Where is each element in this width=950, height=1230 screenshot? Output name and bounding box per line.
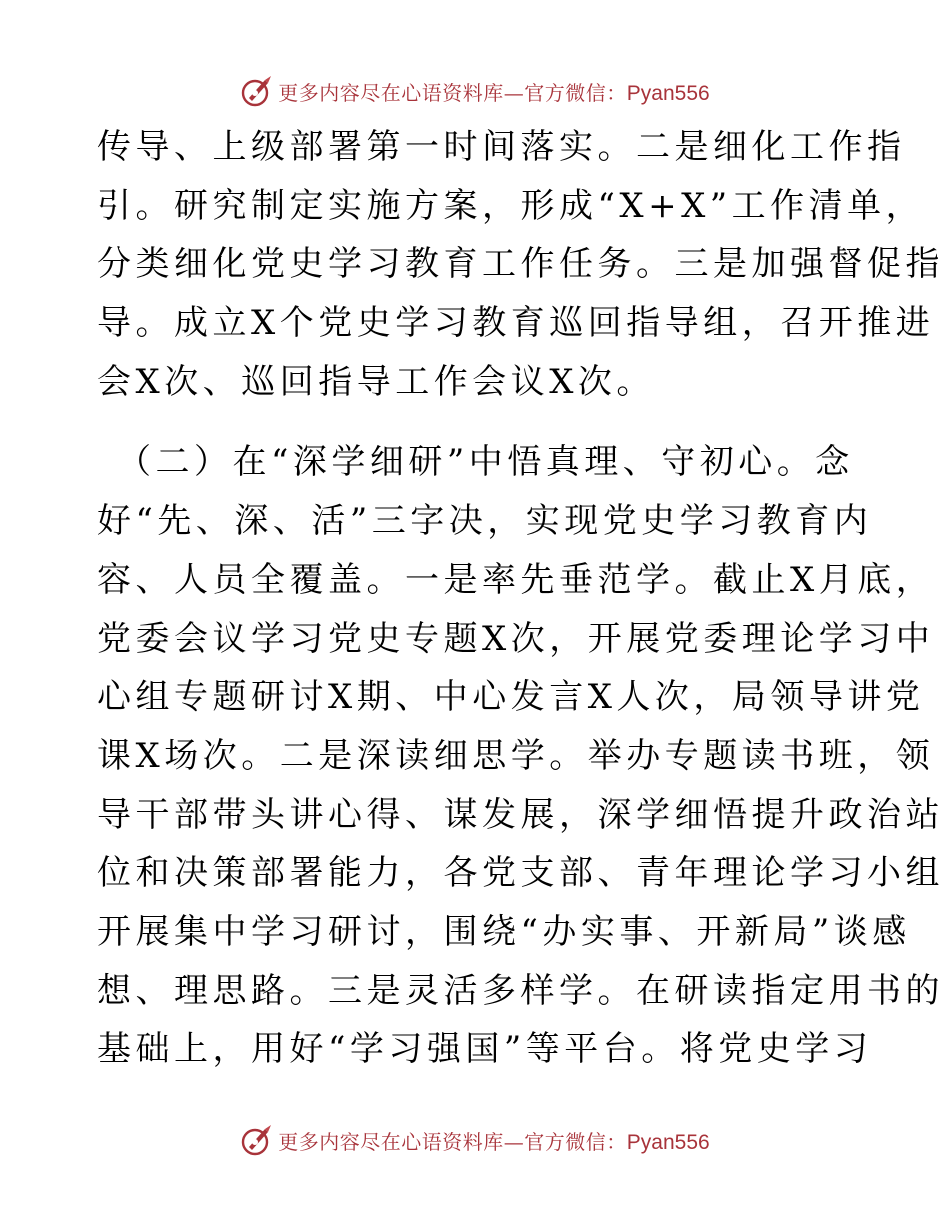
text-line: 导。成立X个党史学习教育巡回指导组，召开推进	[97, 303, 935, 344]
text-line: 党委会议学习党史专题X次，开展党委理论学习中	[97, 618, 935, 659]
text-line: 基础上，用好“学习强国”等平台。将党史学习	[97, 1029, 873, 1070]
watermark-text: 更多内容尽在心语资料库—官方微信：Pyan556	[278, 80, 710, 105]
text-line: 心组专题研讨X期、中心发言X人次，局领导讲党	[97, 677, 925, 718]
text-line: 引。研究制定实施方案，形成“X+X”工作清单，	[97, 185, 925, 226]
document-body	[97, 118, 944, 1079]
text-line: 想、理思路。三是灵活多样学。在研读指定用书的	[97, 970, 944, 1011]
quill-pen-logo-icon	[240, 1123, 274, 1157]
watermark-text: 更多内容尽在心语资料库—官方微信：Pyan556	[278, 1129, 710, 1154]
paragraph-2	[97, 433, 944, 1079]
text-line: 会X次、巡回指导工作会议X次。	[97, 361, 655, 402]
header-watermark	[0, 71, 950, 111]
footer-watermark	[0, 1120, 950, 1160]
section-heading-line: （二）在“深学细研”中悟真理、守初心。念	[117, 442, 854, 483]
paragraph-1	[97, 118, 944, 411]
text-line: 容、人员全覆盖。一是率先垂范学。截止X月底，	[97, 559, 935, 600]
text-line: 分类细化党史学习教育工作任务。三是加强督促指	[97, 244, 944, 285]
text-line: 课X场次。二是深读细思学。举办专题读书班，领	[97, 735, 935, 776]
text-line: 好“先、深、活”三字决，实现党史学习教育内	[97, 501, 873, 542]
text-line: 开展集中学习研讨，围绕“办实事、开新局”谈感	[97, 911, 911, 952]
text-line: 导干部带头讲心得、谋发展，深学细悟提升政治站	[97, 794, 944, 835]
text-line: 传导、上级部署第一时间落实。二是细化工作指	[97, 127, 906, 167]
quill-pen-logo-icon	[240, 74, 274, 108]
text-line: 位和决策部署能力，各党支部、青年理论学习小组	[97, 853, 944, 894]
